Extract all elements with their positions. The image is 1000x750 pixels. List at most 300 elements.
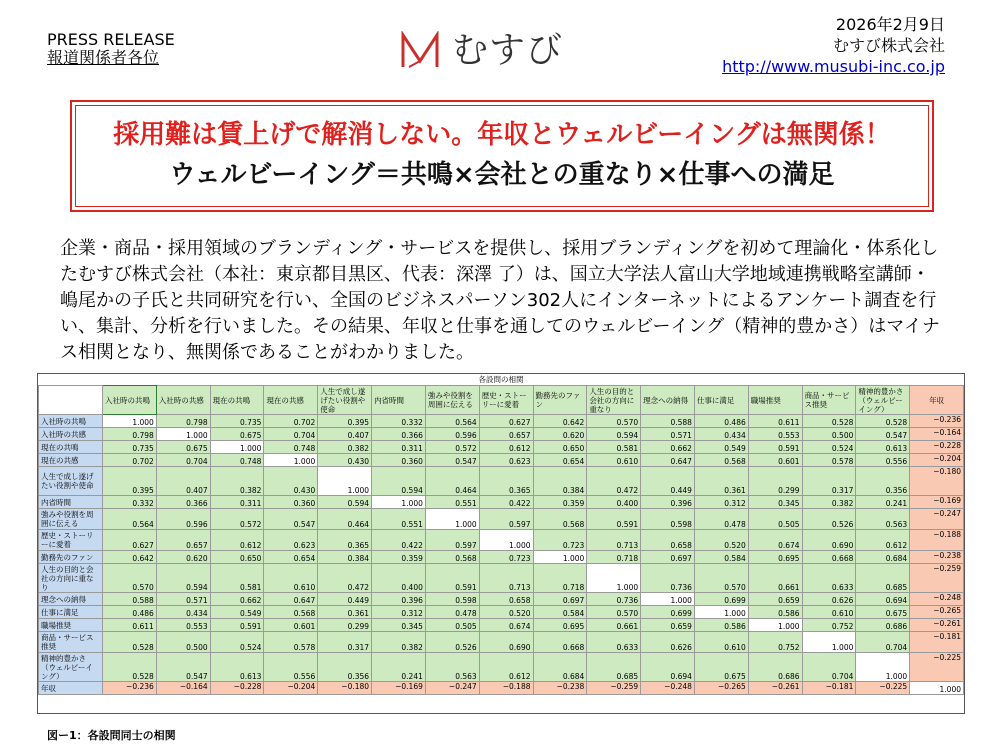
table-cell: 0.549 <box>210 606 264 619</box>
column-header: 理念への納得 <box>641 386 695 415</box>
table-cell: 0.553 <box>748 428 802 441</box>
table-cell: 0.657 <box>156 530 210 551</box>
column-header: 入社時の共感 <box>156 386 210 415</box>
row-label: 強みや役割を周囲に伝える <box>39 509 103 530</box>
table-cell: 0.551 <box>425 496 479 509</box>
table-row <box>39 606 964 619</box>
logo-text: むすび <box>452 30 564 71</box>
table-cell: 0.598 <box>641 509 695 530</box>
table-row <box>39 551 964 564</box>
correlation-table-container <box>37 373 965 714</box>
table-cell: −0.247 <box>425 682 479 695</box>
table-cell: 0.570 <box>587 415 641 428</box>
table-cell: 0.601 <box>748 454 802 467</box>
table-cell: 0.563 <box>856 509 910 530</box>
table-cell: 0.623 <box>479 454 533 467</box>
table-cell: 0.384 <box>318 551 372 564</box>
table-cell: 0.650 <box>533 441 587 454</box>
table-cell: 0.601 <box>264 619 318 632</box>
table-cell: 0.695 <box>533 619 587 632</box>
table-cell: 0.500 <box>156 632 210 653</box>
table-cell: 0.382 <box>210 467 264 496</box>
table-cell: 0.572 <box>425 441 479 454</box>
headline-sub: ウェルビーイング＝共鳴×会社との重なり×仕事への満足 <box>169 160 835 190</box>
table-cell: 0.586 <box>748 606 802 619</box>
table-cell: 1.000 <box>264 454 318 467</box>
table-cell: 0.356 <box>856 467 910 496</box>
table-cell: 0.317 <box>318 632 372 653</box>
table-cell: 1.000 <box>856 653 910 682</box>
table-cell: 0.752 <box>802 619 856 632</box>
table-cell: 0.486 <box>103 606 157 619</box>
table-cell: 0.591 <box>210 619 264 632</box>
table-cell: 0.675 <box>210 428 264 441</box>
table-cell: 0.311 <box>210 496 264 509</box>
table-cell: −0.248 <box>910 593 964 606</box>
table-cell: 0.610 <box>802 606 856 619</box>
table-cell: 0.647 <box>264 593 318 606</box>
row-label: 歴史・ストーリーに愛着 <box>39 530 103 551</box>
table-cell: 0.627 <box>479 415 533 428</box>
table-cell: 0.366 <box>156 496 210 509</box>
table-cell: 0.702 <box>264 415 318 428</box>
row-label: 商品・サービス推奨 <box>39 632 103 653</box>
table-row <box>39 593 964 606</box>
column-header: 歴史・ストーリーに愛着 <box>479 386 533 415</box>
table-cell: 0.736 <box>587 593 641 606</box>
table-cell: −0.261 <box>748 682 802 695</box>
column-header: 人生で成し遂げたい役割や使命 <box>318 386 372 415</box>
table-cell: 1.000 <box>641 593 695 606</box>
table-row <box>39 653 964 682</box>
table-cell: 0.686 <box>748 653 802 682</box>
table-cell: 0.472 <box>587 467 641 496</box>
table-cell: 0.568 <box>694 454 748 467</box>
table-cell: 0.674 <box>748 530 802 551</box>
table-cell: 0.675 <box>856 606 910 619</box>
table-cell: 1.000 <box>425 509 479 530</box>
table-cell: 0.528 <box>802 415 856 428</box>
press-release-label: PRESS RELEASE <box>47 30 175 49</box>
table-cell: 0.395 <box>103 467 157 496</box>
table-cell: 0.241 <box>372 653 426 682</box>
table-cell: 0.694 <box>856 593 910 606</box>
table-cell: 0.668 <box>533 632 587 653</box>
table-cell: 0.752 <box>748 632 802 653</box>
row-label: 現在の共鳴 <box>39 441 103 454</box>
table-cell: 0.578 <box>802 454 856 467</box>
table-cell: −0.188 <box>910 530 964 551</box>
table-cell: 0.382 <box>802 496 856 509</box>
table-cell: −0.164 <box>156 682 210 695</box>
column-header: 現在の共感 <box>264 386 318 415</box>
column-header: 職場推奨 <box>748 386 802 415</box>
table-cell: 0.526 <box>802 509 856 530</box>
table-cell: 0.611 <box>103 619 157 632</box>
table-cell: 0.396 <box>372 593 426 606</box>
table-cell: 0.505 <box>748 509 802 530</box>
table-cell: 0.685 <box>587 653 641 682</box>
table-cell: 0.723 <box>533 530 587 551</box>
table-row <box>39 682 964 695</box>
column-header: 内省時間 <box>372 386 426 415</box>
table-cell: 0.365 <box>479 467 533 496</box>
table-cell: −0.265 <box>910 606 964 619</box>
table-cell: 0.430 <box>318 454 372 467</box>
table-cell: 0.520 <box>694 530 748 551</box>
table-cell: 0.564 <box>425 415 479 428</box>
table-cell: 0.571 <box>156 593 210 606</box>
table-cell: 0.697 <box>641 551 695 564</box>
table-row <box>39 619 964 632</box>
table-cell: 0.520 <box>479 606 533 619</box>
table-cell: 0.612 <box>479 653 533 682</box>
table-cell: −0.169 <box>372 682 426 695</box>
table-cell: 0.365 <box>318 530 372 551</box>
table-cell: 0.591 <box>587 509 641 530</box>
table-cell: 0.553 <box>156 619 210 632</box>
table-cell: 0.547 <box>856 428 910 441</box>
table-cell: 1.000 <box>533 551 587 564</box>
table-cell: 0.568 <box>425 551 479 564</box>
table-cell: 1.000 <box>587 564 641 593</box>
headline-main: 採用難は賃上げで解消しない。年収とウェルビーイングは無関係！ <box>113 120 891 150</box>
table-cell: −0.181 <box>910 632 964 653</box>
table-cell: 0.620 <box>156 551 210 564</box>
column-header: 入社時の共鳴 <box>103 386 157 415</box>
table-cell: 0.382 <box>372 632 426 653</box>
table-cell: 0.526 <box>425 632 479 653</box>
table-cell: 0.675 <box>156 441 210 454</box>
table-cell: 0.659 <box>641 619 695 632</box>
table-cell: 0.735 <box>210 415 264 428</box>
table-cell: 0.699 <box>694 593 748 606</box>
table-cell: 0.594 <box>587 428 641 441</box>
table-cell: −0.236 <box>910 415 964 428</box>
table-cell: −0.238 <box>910 551 964 564</box>
table-cell: 0.713 <box>479 564 533 593</box>
table-cell: −0.265 <box>694 682 748 695</box>
table-cell: 0.654 <box>264 551 318 564</box>
table-row <box>39 428 964 441</box>
row-label: 内省時間 <box>39 496 103 509</box>
column-header: 勤務先のファン <box>533 386 587 415</box>
table-caption: 各設問の相関 <box>39 374 964 386</box>
table-cell: 0.434 <box>694 428 748 441</box>
table-cell: 1.000 <box>103 415 157 428</box>
table-cell: 0.556 <box>264 653 318 682</box>
table-cell: 0.422 <box>479 496 533 509</box>
table-cell: −0.238 <box>533 682 587 695</box>
row-label: 入社時の共感 <box>39 428 103 441</box>
table-corner-cell <box>39 386 103 415</box>
table-cell: 0.661 <box>748 564 802 593</box>
table-cell: 0.361 <box>318 606 372 619</box>
table-cell: 1.000 <box>372 496 426 509</box>
table-cell: 0.332 <box>103 496 157 509</box>
table-cell: 0.396 <box>641 496 695 509</box>
table-cell: 0.704 <box>264 428 318 441</box>
table-cell: 0.434 <box>156 606 210 619</box>
table-cell: 0.528 <box>103 653 157 682</box>
table-cell: 0.650 <box>210 551 264 564</box>
table-cell: 0.642 <box>533 415 587 428</box>
table-cell: 0.612 <box>210 530 264 551</box>
table-cell: 0.690 <box>479 632 533 653</box>
table-cell: 1.000 <box>210 441 264 454</box>
table-cell: 0.360 <box>264 496 318 509</box>
table-cell: 0.571 <box>641 428 695 441</box>
table-cell: 0.623 <box>264 530 318 551</box>
table-cell: 0.594 <box>156 564 210 593</box>
table-cell: 0.395 <box>318 415 372 428</box>
table-cell: −0.188 <box>479 682 533 695</box>
table-cell: 0.345 <box>748 496 802 509</box>
table-cell: −0.225 <box>910 653 964 682</box>
table-cell: 0.612 <box>856 530 910 551</box>
table-cell: 1.000 <box>748 619 802 632</box>
table-cell: 0.570 <box>587 606 641 619</box>
table-cell: 0.798 <box>103 428 157 441</box>
table-cell: 0.613 <box>856 441 910 454</box>
table-cell: 0.633 <box>802 564 856 593</box>
table-cell: 0.311 <box>372 441 426 454</box>
table-cell: −0.248 <box>641 682 695 695</box>
table-cell: 0.361 <box>694 467 748 496</box>
table-cell: 0.702 <box>103 454 157 467</box>
column-header: 強みや役割を周囲に伝える <box>425 386 479 415</box>
table-cell: 0.366 <box>372 428 426 441</box>
row-label: 仕事に満足 <box>39 606 103 619</box>
table-cell: 0.299 <box>748 467 802 496</box>
table-cell: 0.591 <box>425 564 479 593</box>
table-cell: −0.228 <box>910 441 964 454</box>
table-cell: 0.407 <box>318 428 372 441</box>
table-cell: −0.259 <box>910 564 964 593</box>
table-cell: 0.686 <box>856 619 910 632</box>
table-cell: 0.596 <box>156 509 210 530</box>
table-row <box>39 632 964 653</box>
table-cell: 0.464 <box>318 509 372 530</box>
table-cell: 0.345 <box>372 619 426 632</box>
table-cell: 0.695 <box>748 551 802 564</box>
table-cell: 0.570 <box>694 564 748 593</box>
table-cell: 0.633 <box>587 632 641 653</box>
table-cell: 0.547 <box>156 653 210 682</box>
table-cell: 0.568 <box>533 509 587 530</box>
table-cell: 0.505 <box>425 619 479 632</box>
table-cell: 0.422 <box>372 530 426 551</box>
column-header: 年収 <box>910 386 964 415</box>
table-cell: 0.591 <box>748 441 802 454</box>
table-cell: 0.735 <box>103 441 157 454</box>
table-cell: 0.449 <box>641 467 695 496</box>
table-cell: −0.204 <box>264 682 318 695</box>
table-cell: 0.528 <box>856 415 910 428</box>
company-logo <box>400 28 600 74</box>
row-label: 年収 <box>39 682 103 695</box>
table-cell: 0.551 <box>372 509 426 530</box>
table-cell: 0.312 <box>372 606 426 619</box>
table-cell: 0.400 <box>587 496 641 509</box>
table-cell: 0.668 <box>802 551 856 564</box>
table-cell: 0.713 <box>587 530 641 551</box>
table-cell: 0.704 <box>156 454 210 467</box>
table-cell: 0.241 <box>856 496 910 509</box>
table-cell: 0.611 <box>748 415 802 428</box>
figure-caption: 図ー1：各設問同士の相関 <box>47 729 176 742</box>
table-row <box>39 415 964 428</box>
table-cell: 0.658 <box>641 530 695 551</box>
table-cell: 0.581 <box>587 441 641 454</box>
table-row <box>39 564 964 593</box>
table-cell: 1.000 <box>479 530 533 551</box>
table-cell: −0.236 <box>103 682 157 695</box>
table-cell: 0.449 <box>318 593 372 606</box>
table-cell: 0.626 <box>641 632 695 653</box>
table-cell: 0.549 <box>694 441 748 454</box>
table-cell: 0.659 <box>748 593 802 606</box>
table-cell: 0.610 <box>694 632 748 653</box>
table-cell: 0.472 <box>318 564 372 593</box>
table-cell: −0.261 <box>910 619 964 632</box>
table-cell: 0.704 <box>856 632 910 653</box>
table-cell: 0.613 <box>210 653 264 682</box>
table-cell: 0.662 <box>210 593 264 606</box>
table-cell: 0.627 <box>103 530 157 551</box>
column-header: 人生の目的と会社の方向に重なり <box>587 386 641 415</box>
table-cell: 0.586 <box>694 619 748 632</box>
table-cell: −0.180 <box>910 467 964 496</box>
table-cell: −0.181 <box>802 682 856 695</box>
table-cell: 0.382 <box>318 441 372 454</box>
table-cell: 0.596 <box>425 428 479 441</box>
table-cell: 0.584 <box>533 606 587 619</box>
row-label: 勤務先のファン <box>39 551 103 564</box>
table-cell: 0.748 <box>210 454 264 467</box>
table-cell: 0.642 <box>103 551 157 564</box>
table-cell: 0.718 <box>533 564 587 593</box>
table-cell: −0.225 <box>856 682 910 695</box>
table-cell: 0.584 <box>694 551 748 564</box>
table-cell: 0.556 <box>856 454 910 467</box>
table-cell: 0.578 <box>264 632 318 653</box>
table-cell: 0.675 <box>694 653 748 682</box>
table-cell: 0.684 <box>533 653 587 682</box>
table-cell: 0.610 <box>587 454 641 467</box>
table-cell: −0.204 <box>910 454 964 467</box>
table-cell: 0.699 <box>641 606 695 619</box>
table-cell: 0.748 <box>264 441 318 454</box>
table-cell: 0.588 <box>103 593 157 606</box>
audience-label: 報道関係者各位 <box>47 48 160 67</box>
table-cell: 0.736 <box>641 564 695 593</box>
table-cell: 0.661 <box>587 619 641 632</box>
table-cell: 1.000 <box>156 428 210 441</box>
table-cell: 0.524 <box>210 632 264 653</box>
company-name: むすび株式会社 <box>832 36 945 55</box>
table-cell: −0.180 <box>318 682 372 695</box>
table-cell: 0.299 <box>318 619 372 632</box>
release-date: 2026年2月9日 <box>835 15 945 34</box>
table-row <box>39 496 964 509</box>
table-row <box>39 454 964 467</box>
table-row <box>39 509 964 530</box>
table-cell: 0.594 <box>318 496 372 509</box>
table-cell: 0.658 <box>479 593 533 606</box>
table-cell: 0.384 <box>533 467 587 496</box>
column-header: 現在の共鳴 <box>210 386 264 415</box>
table-cell: −0.164 <box>910 428 964 441</box>
table-cell: 0.674 <box>479 619 533 632</box>
table-cell: 0.464 <box>425 467 479 496</box>
table-cell: 1.000 <box>318 467 372 496</box>
table-cell: 1.000 <box>910 682 964 695</box>
table-cell: 0.356 <box>318 653 372 682</box>
table-cell: 0.570 <box>103 564 157 593</box>
column-header: 精神的豊かさ（ウェルビーイング） <box>856 386 910 415</box>
table-cell: 0.597 <box>479 509 533 530</box>
body-paragraph: 企業・商品・採用領域のブランディング・サービスを提供し、採用ブランディングを初めて理論化・体系化したむすび株式会社（本社：東京都目黒区、代表：深澤 了）は、国立大学法人富山大学地域連携戦略室講師・嶋尾かの子氏と共同研究を行い、全国のビジネスパーソン302人にインターネットによるアンケート調査を行い、集計、分析を行いました。その結果、年収と仕事を通してのウェルビーイング（精神的豊かさ）はマイナス相関となり、無関係であることがわかりました。 <box>60 238 940 363</box>
row-label: 現在の共感 <box>39 454 103 467</box>
headline-box <box>70 100 934 212</box>
column-header: 商品・サービス推奨 <box>802 386 856 415</box>
row-label: 人生の目的と会社の方向に重なり <box>39 564 103 593</box>
header-info <box>722 14 945 77</box>
table-cell: 0.486 <box>694 415 748 428</box>
row-label: 入社時の共鳴 <box>39 415 103 428</box>
row-label: 理念への納得 <box>39 593 103 606</box>
table-cell: 0.564 <box>103 509 157 530</box>
table-cell: −0.169 <box>910 496 964 509</box>
table-cell: 1.000 <box>694 606 748 619</box>
table-cell: 0.581 <box>210 564 264 593</box>
table-cell: 0.662 <box>641 441 695 454</box>
table-cell: 0.597 <box>425 530 479 551</box>
table-cell: 0.547 <box>425 454 479 467</box>
table-row <box>39 441 964 454</box>
table-cell: 0.684 <box>856 551 910 564</box>
table-cell: 0.718 <box>587 551 641 564</box>
table-cell: −0.247 <box>910 509 964 530</box>
table-cell: 0.654 <box>533 454 587 467</box>
table-cell: 0.563 <box>425 653 479 682</box>
table-cell: 0.528 <box>103 632 157 653</box>
table-cell: 0.657 <box>479 428 533 441</box>
table-cell: 0.524 <box>802 441 856 454</box>
table-cell: 0.610 <box>264 564 318 593</box>
table-cell: 0.400 <box>372 564 426 593</box>
table-cell: −0.228 <box>210 682 264 695</box>
table-row <box>39 467 964 496</box>
table-cell: 0.690 <box>802 530 856 551</box>
table-cell: 0.312 <box>694 496 748 509</box>
table-cell: 0.588 <box>641 415 695 428</box>
table-cell: 0.647 <box>641 454 695 467</box>
musubi-logo-icon <box>400 31 440 71</box>
row-label: 職場推奨 <box>39 619 103 632</box>
table-cell: 0.685 <box>856 564 910 593</box>
table-cell: 0.500 <box>802 428 856 441</box>
company-url-link[interactable]: http://www.musubi-inc.co.jp <box>722 57 945 76</box>
table-cell: 0.430 <box>264 467 318 496</box>
row-label: 人生で成し遂げたい役割や使命 <box>39 467 103 496</box>
table-cell: 0.317 <box>802 467 856 496</box>
table-cell: 0.620 <box>533 428 587 441</box>
table-cell: 0.723 <box>479 551 533 564</box>
table-cell: 0.697 <box>533 593 587 606</box>
table-cell: 0.360 <box>372 454 426 467</box>
